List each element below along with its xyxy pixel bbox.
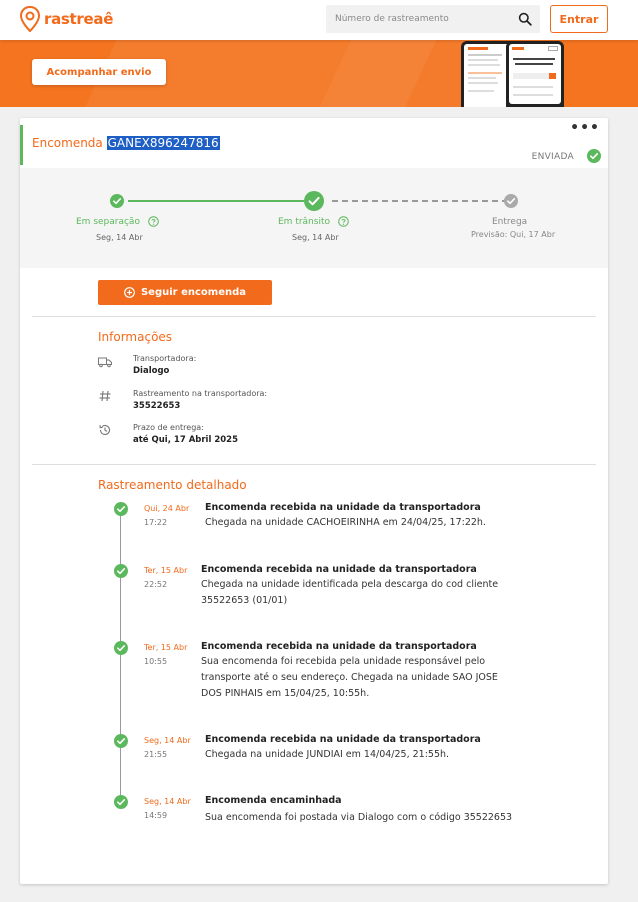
divider <box>32 464 596 465</box>
tracking-number-label: Rastreamento na transportadora: <box>133 389 268 398</box>
track-shipment-button[interactable]: Acompanhar envio <box>32 59 166 85</box>
carrier-label: Transportadora: <box>133 354 197 363</box>
deadline-label: Prazo de entrega: <box>133 423 204 432</box>
status-accent-bar <box>20 125 23 165</box>
event-date: Seg, 14 Abr <box>144 797 191 806</box>
step-label-separation: Em separação <box>76 217 140 227</box>
event-time: 21:55 <box>144 750 168 759</box>
help-icon[interactable] <box>338 216 349 227</box>
event-title: Encomenda recebida na unidade da transportadora <box>201 641 477 652</box>
login-button[interactable]: Entrar <box>550 5 608 33</box>
card-header <box>20 122 608 168</box>
order-code[interactable]: GANEX896247816 <box>107 136 219 150</box>
shipment-card <box>20 118 608 884</box>
event-check-icon <box>114 564 128 578</box>
order-label: Encomenda <box>32 136 103 150</box>
search-input[interactable] <box>326 5 512 33</box>
step-label-transit: Em trânsito <box>278 217 330 227</box>
progress-line-complete <box>128 200 304 202</box>
event-date: Ter, 15 Abr <box>144 643 188 652</box>
event-date: Seg, 14 Abr <box>144 736 191 745</box>
step-check-icon <box>110 194 124 208</box>
step-label-delivery: Entrega <box>492 217 528 227</box>
event-time: 14:59 <box>144 811 168 820</box>
event-description: Chegada na unidade CACHOEIRINHA em 24/04/25, 17:22h. <box>205 517 486 528</box>
hash-icon <box>98 389 112 403</box>
info-section-title: Informações <box>98 330 173 344</box>
step-pending-icon <box>504 194 518 208</box>
tracking-number-value: 35522653 <box>133 401 181 411</box>
event-check-icon <box>114 734 128 748</box>
event-time: 10:55 <box>144 657 168 666</box>
more-options-icon[interactable]: ••• <box>570 120 600 136</box>
step-date-separation: Seg, 14 Abr <box>96 233 143 242</box>
step-check-icon <box>304 191 324 211</box>
plus-circle-icon <box>124 287 135 298</box>
event-title: Encomenda encaminhada <box>205 795 342 806</box>
top-header <box>0 0 638 40</box>
event-description: Chegada na unidade JUNDIAI em 14/04/25, 21:55h. <box>205 749 450 760</box>
step-date-delivery: Previsão: Qui, 17 Abr <box>471 230 556 239</box>
deadline-value: até Qui, 17 Abril 2025 <box>133 435 238 445</box>
event-title: Encomenda recebida na unidade da transportadora <box>205 502 481 513</box>
check-circle-icon <box>587 149 601 163</box>
event-description: Chegada na unidade identificada pela descarga do cod cliente 35522653 (01/01) <box>201 579 499 606</box>
event-check-icon <box>114 502 128 516</box>
progress-tracker <box>20 168 608 268</box>
step-date-transit: Seg, 14 Abr <box>292 233 339 242</box>
divider <box>32 316 596 317</box>
event-description: Sua encomenda foi recebida pela unidade responsável pelo transporte até o seu endereço. Chegada na unidade SAO JOSE DOS PINHAIS em 15/04/25, 10:55h. <box>201 656 498 699</box>
search-icon[interactable] <box>518 12 532 26</box>
phone-mockup-image <box>506 41 564 107</box>
follow-shipment-button[interactable] <box>98 280 272 305</box>
progress-line-pending <box>332 200 508 202</box>
location-pin-icon <box>20 6 40 32</box>
timeline-line <box>120 510 121 804</box>
brand-name: rastreaê <box>44 10 114 28</box>
promo-banner <box>0 40 638 107</box>
event-date: Ter, 15 Abr <box>144 566 188 575</box>
order-title <box>32 136 220 150</box>
carrier-value: Dialogo <box>133 366 170 376</box>
follow-shipment-label: Seguir encomenda <box>140 287 247 298</box>
event-time: 22:52 <box>144 580 168 589</box>
status-badge: ENVIADA <box>531 152 574 162</box>
history-clock-icon <box>98 423 112 437</box>
help-icon[interactable] <box>148 216 159 227</box>
truck-icon <box>98 355 112 369</box>
event-check-icon <box>114 641 128 655</box>
event-title: Encomenda recebida na unidade da transportadora <box>205 734 481 745</box>
event-time: 17:22 <box>144 518 168 527</box>
event-check-icon <box>114 795 128 809</box>
event-description: Sua encomenda foi postada via Dialogo com o código 35522653 <box>205 812 513 823</box>
event-title: Encomenda recebida na unidade da transportadora <box>201 564 477 575</box>
search-box <box>326 5 540 33</box>
brand-logo[interactable] <box>20 6 113 32</box>
tracking-section-title: Rastreamento detalhado <box>98 478 247 492</box>
event-date: Qui, 24 Abr <box>144 504 190 513</box>
